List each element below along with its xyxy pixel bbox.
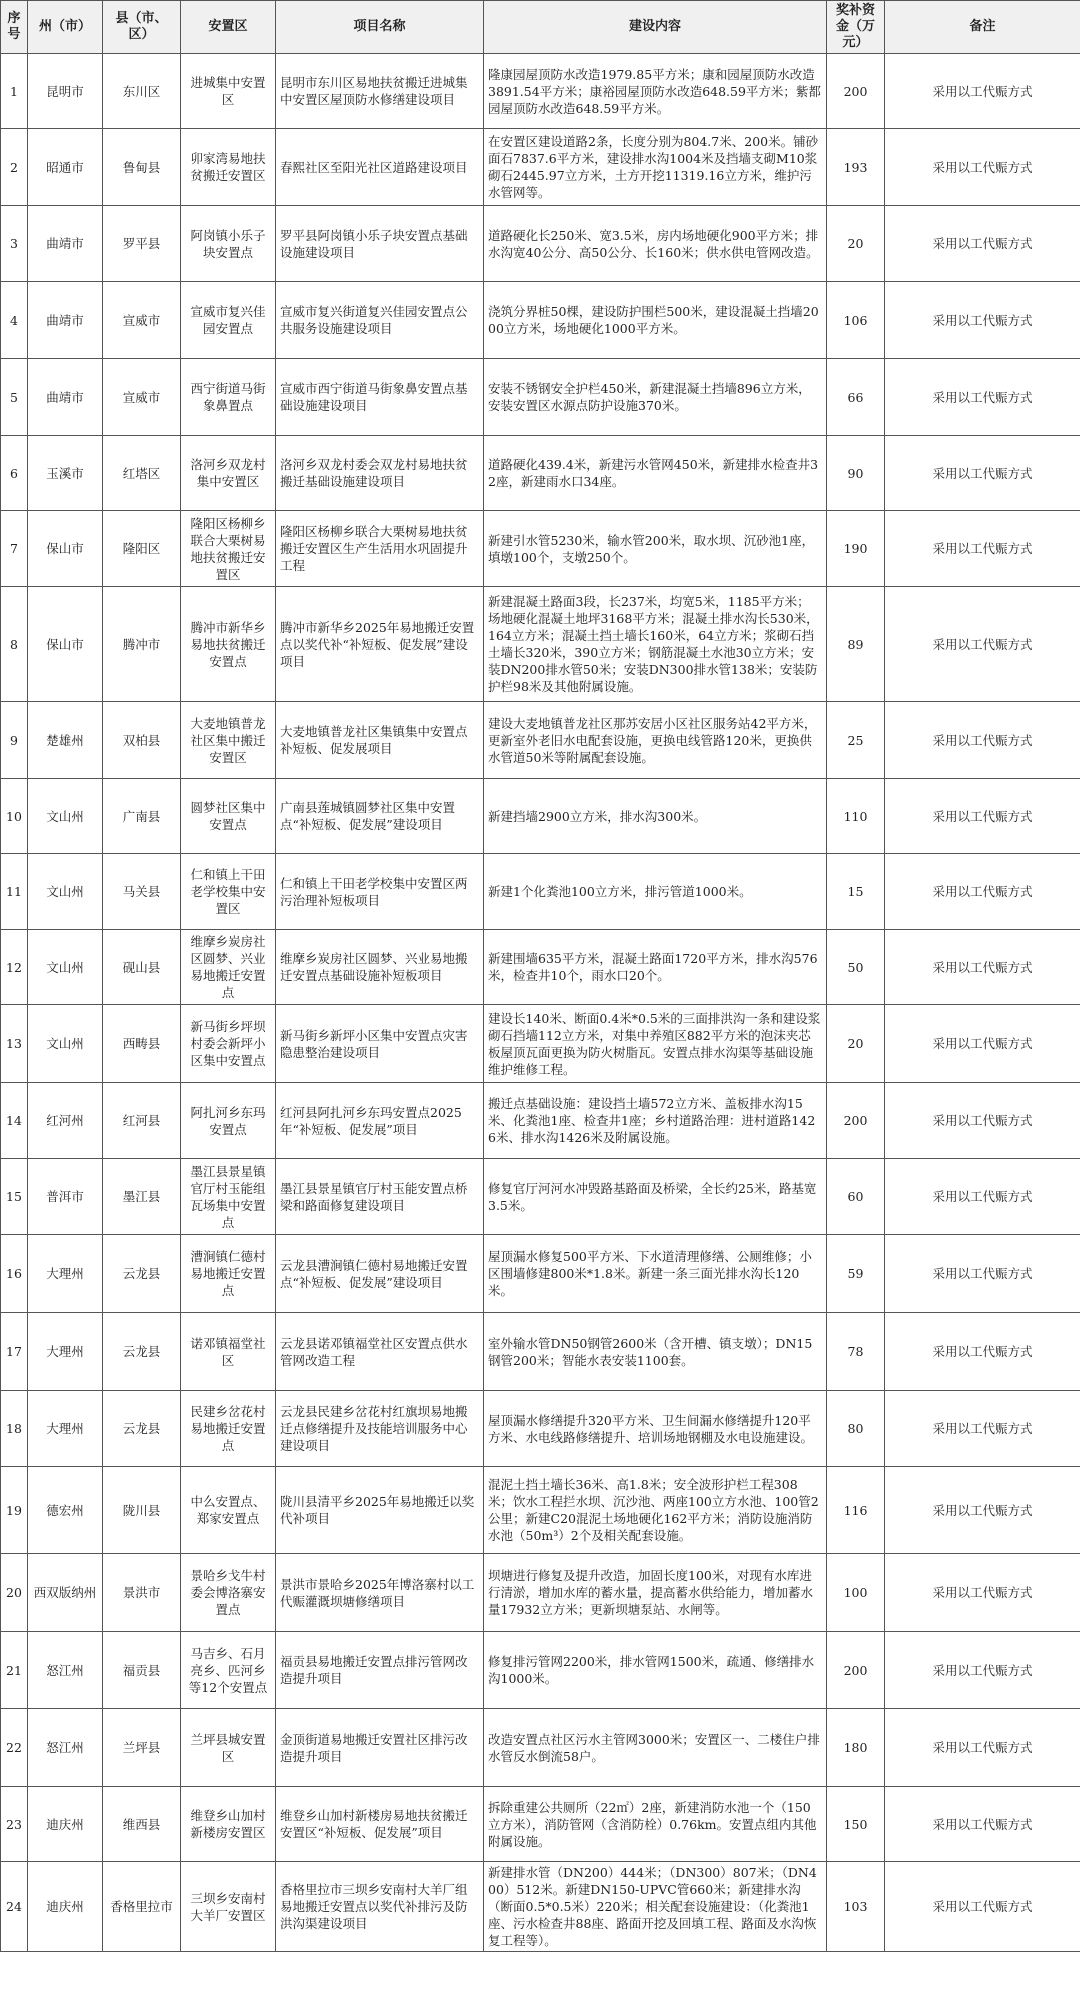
resettlement-area-cell: 中么安置点、郑家安置点 bbox=[181, 1467, 276, 1554]
resettlement-area-cell: 仁和镇上干田老学校集中安置区 bbox=[181, 854, 276, 930]
county-cell: 云龙县 bbox=[103, 1391, 181, 1467]
remarks-cell: 采用以工代赈方式 bbox=[885, 206, 1080, 282]
remarks-cell: 采用以工代赈方式 bbox=[885, 1083, 1080, 1159]
table-row bbox=[1, 587, 1080, 702]
table-row bbox=[1, 54, 1080, 129]
table-row bbox=[1, 1554, 1080, 1632]
table-body bbox=[1, 54, 1080, 1952]
project-name-cell: 腾冲市新华乡2025年易地搬迁安置点以奖代补“补短板、促发展”建设项目 bbox=[276, 587, 484, 702]
subsidy-funds-cell: 80 bbox=[827, 1391, 885, 1467]
subsidy-funds-cell: 200 bbox=[827, 1083, 885, 1159]
table-row bbox=[1, 930, 1080, 1005]
prefecture-cell: 普洱市 bbox=[28, 1159, 103, 1235]
county-cell: 兰坪县 bbox=[103, 1709, 181, 1787]
prefecture-cell: 文山州 bbox=[28, 854, 103, 930]
remarks-cell: 采用以工代赈方式 bbox=[885, 359, 1080, 436]
subsidy-funds-cell: 25 bbox=[827, 702, 885, 779]
resettlement-area-cell: 洛河乡双龙村集中安置区 bbox=[181, 436, 276, 511]
table-row bbox=[1, 854, 1080, 930]
remarks-cell: 采用以工代赈方式 bbox=[885, 54, 1080, 129]
row-index-cell: 6 bbox=[1, 436, 28, 511]
remarks-cell: 采用以工代赈方式 bbox=[885, 854, 1080, 930]
resettlement-area-cell: 民建乡岔花村易地搬迁安置点 bbox=[181, 1391, 276, 1467]
table-row bbox=[1, 436, 1080, 511]
county-cell: 云龙县 bbox=[103, 1235, 181, 1313]
remarks-cell: 采用以工代赈方式 bbox=[885, 587, 1080, 702]
county-cell: 宣威市 bbox=[103, 282, 181, 359]
header-project-name: 项目名称 bbox=[276, 1, 484, 54]
row-index-cell: 15 bbox=[1, 1159, 28, 1235]
project-name-cell: 陇川县清平乡2025年易地搬迁以奖代补项目 bbox=[276, 1467, 484, 1554]
remarks-cell: 采用以工代赈方式 bbox=[885, 129, 1080, 206]
project-name-cell: 维登乡山加村新楼房易地扶贫搬迁安置区“补短板、促发展”项目 bbox=[276, 1787, 484, 1862]
resettlement-area-cell: 墨江县景星镇官厅村玉能组瓦场集中安置点 bbox=[181, 1159, 276, 1235]
subsidy-funds-cell: 50 bbox=[827, 930, 885, 1005]
table-row bbox=[1, 1313, 1080, 1391]
county-cell: 西畴县 bbox=[103, 1005, 181, 1083]
row-index-cell: 20 bbox=[1, 1554, 28, 1632]
remarks-cell: 采用以工代赈方式 bbox=[885, 1467, 1080, 1554]
resettlement-area-cell: 新马街乡坪坝村委会新坪小区集中安置点 bbox=[181, 1005, 276, 1083]
project-name-cell: 云龙县诺邓镇福堂社区安置点供水管网改造工程 bbox=[276, 1313, 484, 1391]
resettlement-area-cell: 大麦地镇普龙社区集中搬迁安置区 bbox=[181, 702, 276, 779]
prefecture-cell: 怒江州 bbox=[28, 1709, 103, 1787]
county-cell: 红河县 bbox=[103, 1083, 181, 1159]
project-name-cell: 洛河乡双龙村委会双龙村易地扶贫搬迁基础设施建设项目 bbox=[276, 436, 484, 511]
construction-content-cell: 道路硬化长250米、宽3.5米，房内场地硬化900平方米；排水沟宽40公分、高50公分、长160米；供水供电管网改造。 bbox=[484, 206, 827, 282]
remarks-cell: 采用以工代赈方式 bbox=[885, 1554, 1080, 1632]
remarks-cell: 采用以工代赈方式 bbox=[885, 702, 1080, 779]
project-name-cell: 仁和镇上干田老学校集中安置区两污治理补短板项目 bbox=[276, 854, 484, 930]
prefecture-cell: 大理州 bbox=[28, 1235, 103, 1313]
prefecture-cell: 曲靖市 bbox=[28, 206, 103, 282]
resettlement-area-cell: 阿扎河乡东玛安置点 bbox=[181, 1083, 276, 1159]
header-prefecture: 州（市） bbox=[28, 1, 103, 54]
prefecture-cell: 迪庆州 bbox=[28, 1787, 103, 1862]
subsidy-funds-cell: 103 bbox=[827, 1862, 885, 1952]
row-index-cell: 24 bbox=[1, 1862, 28, 1952]
county-cell: 马关县 bbox=[103, 854, 181, 930]
prefecture-cell: 文山州 bbox=[28, 1005, 103, 1083]
subsidy-funds-cell: 90 bbox=[827, 436, 885, 511]
subsidy-funds-cell: 200 bbox=[827, 54, 885, 129]
prefecture-cell: 怒江州 bbox=[28, 1632, 103, 1709]
construction-content-cell: 安装不锈钢安全护栏450米，新建混凝土挡墙896立方米，安装安置区水源点防护设施370米。 bbox=[484, 359, 827, 436]
construction-content-cell: 修复官厅河河水冲毁路基路面及桥梁，全长约25米，路基宽3.5米。 bbox=[484, 1159, 827, 1235]
header-remarks: 备注 bbox=[885, 1, 1080, 54]
header-subsidy-funds: 奖补资金（万元） bbox=[827, 1, 885, 54]
remarks-cell: 采用以工代赈方式 bbox=[885, 1235, 1080, 1313]
construction-content-cell: 新建挡墙2900立方米，排水沟300米。 bbox=[484, 779, 827, 854]
row-index-cell: 3 bbox=[1, 206, 28, 282]
row-index-cell: 2 bbox=[1, 129, 28, 206]
prefecture-cell: 大理州 bbox=[28, 1313, 103, 1391]
subsidy-funds-cell: 89 bbox=[827, 587, 885, 702]
resettlement-area-cell: 西宁街道马街象鼻置点 bbox=[181, 359, 276, 436]
project-name-cell: 隆阳区杨柳乡联合大栗树易地扶贫搬迁安置区生产生活用水巩固提升工程 bbox=[276, 511, 484, 587]
construction-content-cell: 在安置区建设道路2条，长度分别为804.7米、200米。铺砂面石7837.6平方米，建设排水沟1004米及挡墙支砌M10浆砌石2445.97立方米，土方开挖11319.16立方米，维护污水管网等。 bbox=[484, 129, 827, 206]
county-cell: 广南县 bbox=[103, 779, 181, 854]
project-name-cell: 云龙县民建乡岔花村红旗坝易地搬迁点修缮提升及技能培训服务中心建设项目 bbox=[276, 1391, 484, 1467]
construction-content-cell: 建设长140米、断面0.4米*0.5米的三面排洪沟一条和建设浆砌石挡墙112立方米，对集中养殖区882平方米的泡沫夹芯板屋顶瓦面更换为防火树脂瓦。安置点排水沟渠等基础设施维护维修工程。 bbox=[484, 1005, 827, 1083]
table-row bbox=[1, 1083, 1080, 1159]
row-index-cell: 12 bbox=[1, 930, 28, 1005]
construction-content-cell: 道路硬化439.4米，新建污水管网450米，新建排水检查井32座，新建雨水口34座。 bbox=[484, 436, 827, 511]
table-row bbox=[1, 1467, 1080, 1554]
prefecture-cell: 曲靖市 bbox=[28, 359, 103, 436]
project-name-cell: 罗平县阿岗镇小乐子块安置点基础设施建设项目 bbox=[276, 206, 484, 282]
resettlement-area-cell: 阿岗镇小乐子块安置点 bbox=[181, 206, 276, 282]
row-index-cell: 5 bbox=[1, 359, 28, 436]
header-construction-content: 建设内容 bbox=[484, 1, 827, 54]
resettlement-area-cell: 漕涧镇仁德村易地搬迁安置点 bbox=[181, 1235, 276, 1313]
project-name-cell: 香格里拉市三坝乡安南村大羊厂组易地搬迁安置点以奖代补排污及防洪沟渠建设项目 bbox=[276, 1862, 484, 1952]
subsidy-funds-cell: 200 bbox=[827, 1632, 885, 1709]
table-row bbox=[1, 1632, 1080, 1709]
subsidy-funds-cell: 20 bbox=[827, 1005, 885, 1083]
subsidy-funds-cell: 100 bbox=[827, 1554, 885, 1632]
county-cell: 罗平县 bbox=[103, 206, 181, 282]
row-index-cell: 17 bbox=[1, 1313, 28, 1391]
project-name-cell: 春熙社区至阳光社区道路建设项目 bbox=[276, 129, 484, 206]
resettlement-area-cell: 三坝乡安南村大羊厂安置区 bbox=[181, 1862, 276, 1952]
prefecture-cell: 玉溪市 bbox=[28, 436, 103, 511]
prefecture-cell: 曲靖市 bbox=[28, 282, 103, 359]
header-row bbox=[1, 1, 1080, 54]
construction-content-cell: 新建围墙635平方米，混凝土路面1720平方米，排水沟576米，检查井10个，雨水口20个。 bbox=[484, 930, 827, 1005]
remarks-cell: 采用以工代赈方式 bbox=[885, 1787, 1080, 1862]
row-index-cell: 18 bbox=[1, 1391, 28, 1467]
subsidy-funds-cell: 78 bbox=[827, 1313, 885, 1391]
subsidy-funds-cell: 116 bbox=[827, 1467, 885, 1554]
table-row bbox=[1, 359, 1080, 436]
row-index-cell: 21 bbox=[1, 1632, 28, 1709]
resettlement-area-cell: 维登乡山加村新楼房安置区 bbox=[181, 1787, 276, 1862]
project-name-cell: 金顶街道易地搬迁安置社区排污改造提升项目 bbox=[276, 1709, 484, 1787]
prefecture-cell: 西双版纳州 bbox=[28, 1554, 103, 1632]
construction-content-cell: 修复排污管网2200米，排水管网1500米，疏通、修缮排水沟1000米。 bbox=[484, 1632, 827, 1709]
construction-content-cell: 屋顶漏水修缮提升320平方米、卫生间漏水修缮提升120平方米、水电线路修缮提升、培训场地钢棚及水电设施建设。 bbox=[484, 1391, 827, 1467]
project-name-cell: 大麦地镇普龙社区集镇集中安置点补短板、促发展项目 bbox=[276, 702, 484, 779]
table-row bbox=[1, 1159, 1080, 1235]
row-index-cell: 16 bbox=[1, 1235, 28, 1313]
construction-content-cell: 新建1个化粪池100立方米，排污管道1000米。 bbox=[484, 854, 827, 930]
resettlement-area-cell: 腾冲市新华乡易地扶贫搬迁安置点 bbox=[181, 587, 276, 702]
project-name-cell: 宣威市西宁街道马街象鼻安置点基础设施建设项目 bbox=[276, 359, 484, 436]
row-index-cell: 4 bbox=[1, 282, 28, 359]
subsidy-funds-cell: 193 bbox=[827, 129, 885, 206]
table-row bbox=[1, 779, 1080, 854]
header-county: 县（市、区） bbox=[103, 1, 181, 54]
subsidy-funds-cell: 180 bbox=[827, 1709, 885, 1787]
project-name-cell: 景洪市景哈乡2025年博洛寨村以工代赈灌溉坝塘修缮项目 bbox=[276, 1554, 484, 1632]
prefecture-cell: 大理州 bbox=[28, 1391, 103, 1467]
county-cell: 腾冲市 bbox=[103, 587, 181, 702]
construction-content-cell: 新建排水管（DN200）444米；（DN300）807米；（DN400）512米。新建DN150-UPVC管660米；新建排水沟（断面0.5*0.5米）220米；相关配套设施建设：（化粪池1座、污水检查井88座、路面开挖及回填工程、路面及水沟恢复工程等）。 bbox=[484, 1862, 827, 1952]
remarks-cell: 采用以工代赈方式 bbox=[885, 282, 1080, 359]
construction-content-cell: 新建引水管5230米，输水管200米，取水坝、沉砂池1座，填墩100个，支墩250个。 bbox=[484, 511, 827, 587]
prefecture-cell: 文山州 bbox=[28, 930, 103, 1005]
resettlement-area-cell: 隆阳区杨柳乡联合大栗树易地扶贫搬迁安置区 bbox=[181, 511, 276, 587]
row-index-cell: 8 bbox=[1, 587, 28, 702]
construction-content-cell: 浇筑分界桩50棵，建设防护围栏500米，建设混凝土挡墙2000立方米，场地硬化1000平方米。 bbox=[484, 282, 827, 359]
county-cell: 福贡县 bbox=[103, 1632, 181, 1709]
resettlement-area-cell: 圆梦社区集中安置点 bbox=[181, 779, 276, 854]
prefecture-cell: 红河州 bbox=[28, 1083, 103, 1159]
resettlement-area-cell: 进城集中安置区 bbox=[181, 54, 276, 129]
county-cell: 香格里拉市 bbox=[103, 1862, 181, 1952]
county-cell: 维西县 bbox=[103, 1787, 181, 1862]
remarks-cell: 采用以工代赈方式 bbox=[885, 1709, 1080, 1787]
table-row bbox=[1, 1235, 1080, 1313]
remarks-cell: 采用以工代赈方式 bbox=[885, 1862, 1080, 1952]
row-index-cell: 22 bbox=[1, 1709, 28, 1787]
resettlement-area-cell: 兰坪县城安置区 bbox=[181, 1709, 276, 1787]
table-row bbox=[1, 1862, 1080, 1952]
remarks-cell: 采用以工代赈方式 bbox=[885, 1005, 1080, 1083]
subsidy-funds-cell: 59 bbox=[827, 1235, 885, 1313]
resettlement-area-cell: 卯家湾易地扶贫搬迁安置区 bbox=[181, 129, 276, 206]
remarks-cell: 采用以工代赈方式 bbox=[885, 1313, 1080, 1391]
construction-content-cell: 拆除重建公共厕所（22㎡）2座，新建消防水池一个（150立方米），消防管网（含消防栓）0.76km。安置点组内其他附属设施。 bbox=[484, 1787, 827, 1862]
prefecture-cell: 保山市 bbox=[28, 511, 103, 587]
row-index-cell: 19 bbox=[1, 1467, 28, 1554]
row-index-cell: 13 bbox=[1, 1005, 28, 1083]
county-cell: 墨江县 bbox=[103, 1159, 181, 1235]
construction-content-cell: 混泥土挡土墙长36米、高1.8米；安全波形护栏工程308米；饮水工程拦水坝、沉沙池、两座100立方水池、100管2公里；新建C20混泥土场地硬化162平方米；消防设施消防水池（50m³）2个及相关配套设施。 bbox=[484, 1467, 827, 1554]
prefecture-cell: 德宏州 bbox=[28, 1467, 103, 1554]
construction-content-cell: 搬迁点基础设施：建设挡土墙572立方米、盖板排水沟15米、化粪池1座、检查井1座；乡村道路治理：进村道路1426米、排水沟1426米及附属设施。 bbox=[484, 1083, 827, 1159]
subsidy-funds-cell: 190 bbox=[827, 511, 885, 587]
resettlement-area-cell: 宣威市复兴佳园安置点 bbox=[181, 282, 276, 359]
header-resettlement-area: 安置区 bbox=[181, 1, 276, 54]
construction-content-cell: 改造安置点社区污水主管网3000米；安置区一、二楼住户排水管反水倒流58户。 bbox=[484, 1709, 827, 1787]
row-index-cell: 9 bbox=[1, 702, 28, 779]
row-index-cell: 14 bbox=[1, 1083, 28, 1159]
resettlement-area-cell: 诺邓镇福堂社区 bbox=[181, 1313, 276, 1391]
remarks-cell: 采用以工代赈方式 bbox=[885, 511, 1080, 587]
row-index-cell: 1 bbox=[1, 54, 28, 129]
remarks-cell: 采用以工代赈方式 bbox=[885, 1632, 1080, 1709]
prefecture-cell: 昆明市 bbox=[28, 54, 103, 129]
project-name-cell: 昆明市东川区易地扶贫搬迁进城集中安置区屋顶防水修缮建设项目 bbox=[276, 54, 484, 129]
construction-content-cell: 新建混凝土路面3段，长237米，均宽5米，1185平方米；场地硬化混凝土地坪3168平方米；混凝土排水沟长530米，164立方米；混凝土挡土墙长160米，64立方米；浆砌石挡土墙长320米，390立方米；钢筋混凝土水池30立方米；安装DN200排水管50米；安装DN300排水管138米；安装防护栏98米及其他附属设施。 bbox=[484, 587, 827, 702]
county-cell: 鲁甸县 bbox=[103, 129, 181, 206]
county-cell: 砚山县 bbox=[103, 930, 181, 1005]
construction-content-cell: 屋顶漏水修复500平方米、下水道清理修缮、公厕维修；小区围墙修建800米*1.8米。新建一条三面光排水沟长120米。 bbox=[484, 1235, 827, 1313]
row-index-cell: 23 bbox=[1, 1787, 28, 1862]
table-row bbox=[1, 1391, 1080, 1467]
construction-content-cell: 室外输水管DN50钢管2600米（含开槽、镇支墩）；DN15钢管200米；智能水表安装1100套。 bbox=[484, 1313, 827, 1391]
project-name-cell: 宣威市复兴街道复兴佳园安置点公共服务设施建设项目 bbox=[276, 282, 484, 359]
table-row bbox=[1, 206, 1080, 282]
table-row bbox=[1, 1787, 1080, 1862]
project-name-cell: 广南县莲城镇圆梦社区集中安置点“补短板、促发展”建设项目 bbox=[276, 779, 484, 854]
county-cell: 红塔区 bbox=[103, 436, 181, 511]
project-name-cell: 红河县阿扎河乡东玛安置点2025年“补短板、促发展”项目 bbox=[276, 1083, 484, 1159]
county-cell: 陇川县 bbox=[103, 1467, 181, 1554]
remarks-cell: 采用以工代赈方式 bbox=[885, 779, 1080, 854]
subsidy-funds-cell: 20 bbox=[827, 206, 885, 282]
remarks-cell: 采用以工代赈方式 bbox=[885, 1159, 1080, 1235]
county-cell: 双柏县 bbox=[103, 702, 181, 779]
remarks-cell: 采用以工代赈方式 bbox=[885, 436, 1080, 511]
prefecture-cell: 保山市 bbox=[28, 587, 103, 702]
subsidy-funds-cell: 66 bbox=[827, 359, 885, 436]
subsidy-funds-cell: 106 bbox=[827, 282, 885, 359]
resettlement-area-cell: 维摩乡炭房社区圆梦、兴业易地搬迁安置点 bbox=[181, 930, 276, 1005]
row-index-cell: 10 bbox=[1, 779, 28, 854]
project-name-cell: 维摩乡炭房社区圆梦、兴业易地搬迁安置点基础设施补短板项目 bbox=[276, 930, 484, 1005]
project-name-cell: 墨江县景星镇官厅村玉能安置点桥梁和路面修复建设项目 bbox=[276, 1159, 484, 1235]
construction-content-cell: 隆康园屋顶防水改造1979.85平方米；康和园屋顶防水改造3891.54平方米；康裕园屋顶防水改造648.59平方米；紫都园屋顶防水改造648.59平方米。 bbox=[484, 54, 827, 129]
table-row bbox=[1, 282, 1080, 359]
table-row bbox=[1, 1005, 1080, 1083]
prefecture-cell: 楚雄州 bbox=[28, 702, 103, 779]
construction-content-cell: 建设大麦地镇普龙社区那苏安居小区社区服务站42平方米，更新室外老旧水电配套设施，更换电线管路120米，更换供水管道50米等附属配套设施。 bbox=[484, 702, 827, 779]
row-index-cell: 7 bbox=[1, 511, 28, 587]
row-index-cell: 11 bbox=[1, 854, 28, 930]
construction-content-cell: 坝塘进行修复及提升改造，加固长度100米，对现有水库进行清淤，增加水库的蓄水量，提高蓄水供给能力，增加蓄水量17932立方米；更新坝塘泵站、水闸等。 bbox=[484, 1554, 827, 1632]
table-row bbox=[1, 1709, 1080, 1787]
table-row bbox=[1, 702, 1080, 779]
resettlement-area-cell: 马吉乡、石月亮乡、匹河乡等12个安置点 bbox=[181, 1632, 276, 1709]
county-cell: 景洪市 bbox=[103, 1554, 181, 1632]
header-index: 序号 bbox=[1, 1, 28, 54]
county-cell: 隆阳区 bbox=[103, 511, 181, 587]
prefecture-cell: 文山州 bbox=[28, 779, 103, 854]
prefecture-cell: 昭通市 bbox=[28, 129, 103, 206]
subsidy-funds-cell: 110 bbox=[827, 779, 885, 854]
table-row bbox=[1, 511, 1080, 587]
prefecture-cell: 迪庆州 bbox=[28, 1862, 103, 1952]
remarks-cell: 采用以工代赈方式 bbox=[885, 930, 1080, 1005]
resettlement-area-cell: 景哈乡戈牛村委会博洛寨安置点 bbox=[181, 1554, 276, 1632]
county-cell: 宣威市 bbox=[103, 359, 181, 436]
subsidy-funds-cell: 15 bbox=[827, 854, 885, 930]
county-cell: 东川区 bbox=[103, 54, 181, 129]
project-name-cell: 福贡县易地搬迁安置点排污管网改造提升项目 bbox=[276, 1632, 484, 1709]
project-name-cell: 新马街乡新坪小区集中安置点灾害隐患整治建设项目 bbox=[276, 1005, 484, 1083]
county-cell: 云龙县 bbox=[103, 1313, 181, 1391]
remarks-cell: 采用以工代赈方式 bbox=[885, 1391, 1080, 1467]
table-row bbox=[1, 129, 1080, 206]
project-name-cell: 云龙县漕涧镇仁德村易地搬迁安置点“补短板、促发展”建设项目 bbox=[276, 1235, 484, 1313]
subsidy-funds-cell: 150 bbox=[827, 1787, 885, 1862]
subsidy-funds-cell: 60 bbox=[827, 1159, 885, 1235]
